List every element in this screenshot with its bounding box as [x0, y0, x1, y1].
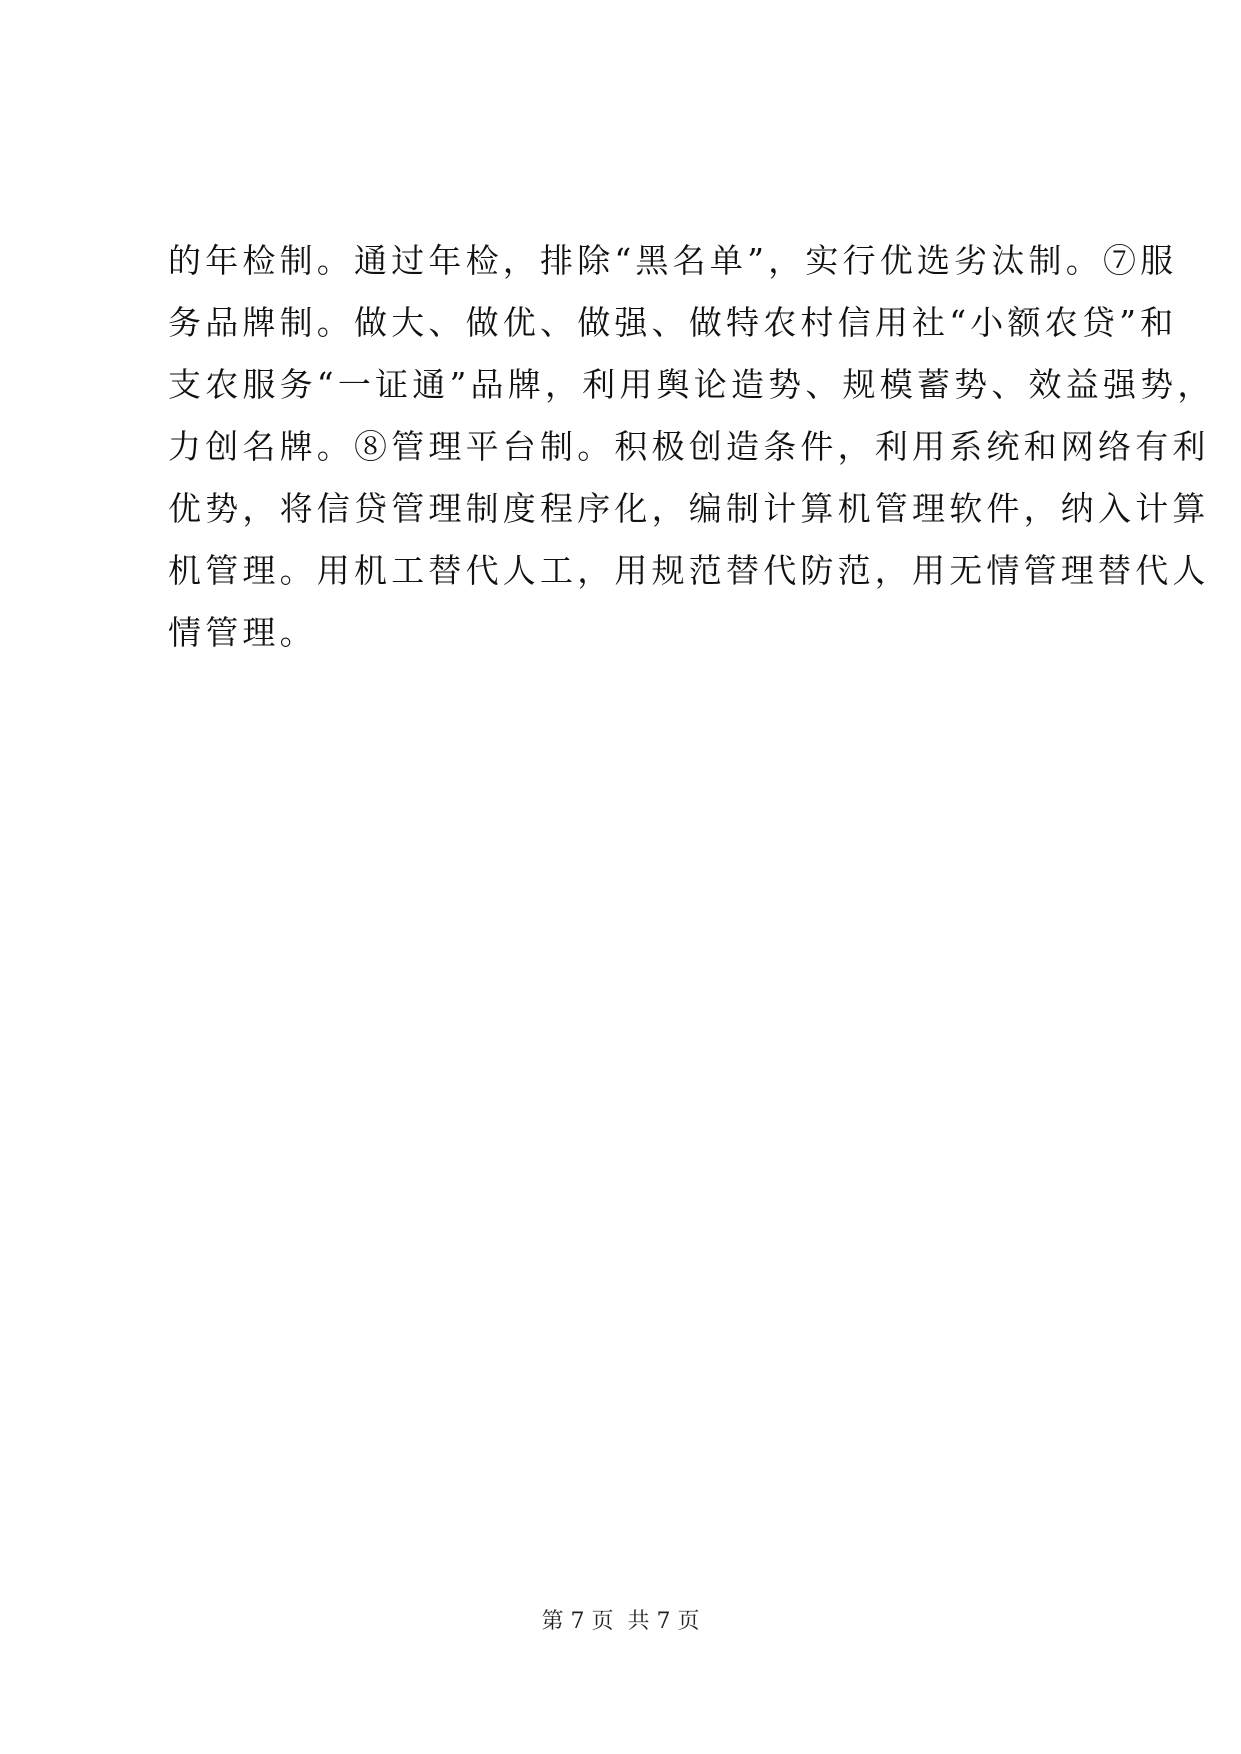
paragraph-line-1: 的年检制。通过年检，排除“黑名单”，实行优选劣汰制。⑦服 [168, 241, 1178, 280]
page-number-footer: 第 7 页 共 7 页 [541, 1609, 700, 1634]
paragraph-line-2: 务品牌制。做大、做优、做强、做特农村信用社“小额农贷”和 [168, 303, 1178, 342]
paragraph-line-7: 情管理。 [168, 613, 317, 652]
paragraph-line-3: 支农服务“一证通”品牌，利用舆论造势、规模蓄势、效益强势， [168, 365, 1215, 404]
paragraph-line-4: 力创名牌。⑧管理平台制。积极创造条件，利用系统和网络有利 [168, 427, 1210, 466]
paragraph-line-5: 优势，将信贷管理制度程序化，编制计算机管理软件，纳入计算 [168, 489, 1210, 528]
paragraph-line-6: 机管理。用机工替代人工，用规范替代防范，用无情管理替代人 [168, 551, 1210, 590]
body-paragraph [168, 230, 1215, 664]
